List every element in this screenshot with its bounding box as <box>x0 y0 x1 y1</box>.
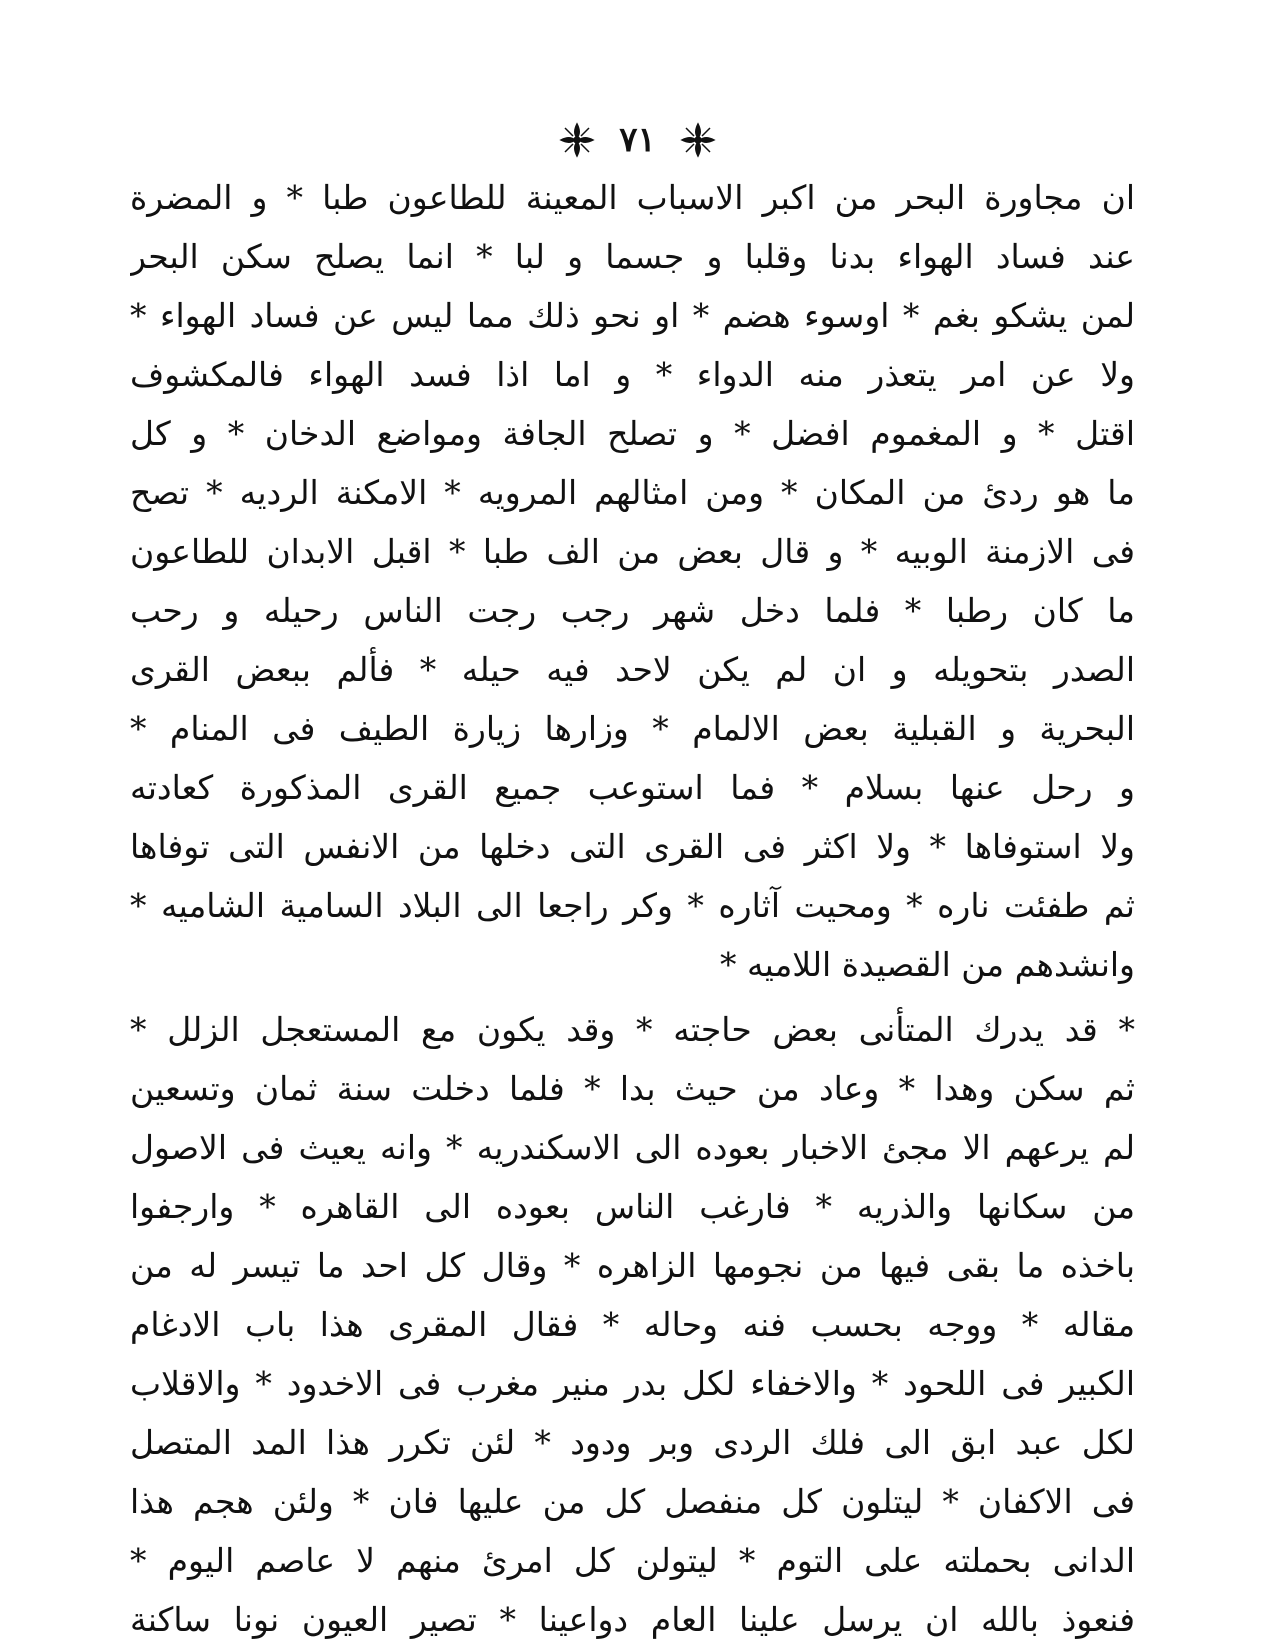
text-line: لم يرعهم الا مجئ الاخبار بعوده الى الاسكندريه * وانه يعيث فى الاصول <box>130 1128 1135 1167</box>
floral-ornament-icon <box>557 120 597 160</box>
text-line: و رحل عنها بسلام * فما استوعب جميع القرى المذكورة كعادته <box>130 768 1135 807</box>
text-line: لكل عبد ابق الى فلك الردى وبر ودود * لئن تكرر هذا المد المتصل <box>130 1423 1135 1462</box>
text-line: من سكانها والذريه * فارغب الناس بعوده الى القاهره * وارجفوا <box>130 1187 1135 1226</box>
text-line: عند فساد الهواء بدنا وقلبا و جسما و لبا * انما يصلح سكن البحر <box>130 237 1135 276</box>
text-line: ثم طفئت ناره * ومحيت آثاره * وكر راجعا الى البلاد السامية الشاميه * <box>130 886 1135 925</box>
text-line: وانشدهم من القصيدة اللاميه * <box>719 945 1135 984</box>
text-line: ما كان رطبا * فلما دخل شهر رجب رجت الناس رحيله و رحب <box>130 591 1135 630</box>
text-line: مقاله * ووجه بحسب فنه وحاله * فقال المقرى هذا باب الادغام <box>130 1305 1135 1344</box>
text-line: ما هو ردئ من المكان * ومن امثالهم المرويه * الامكنة الرديه * تصح <box>130 473 1135 512</box>
text-line: ان مجاورة البحر من اكبر الاسباب المعينة للطاعون طبا * و المضرة <box>130 178 1135 217</box>
text-line: فنعوذ بالله ان يرسل علينا العام دواعينا * تصير العيون نونا ساكنة <box>130 1600 1135 1639</box>
body-text <box>130 168 1135 1649</box>
text-line: لمن يشكو بغم * اوسوء هضم * او نحو ذلك مما ليس عن فساد الهواء * <box>130 296 1135 335</box>
text-line: الصدر بتحويله و ان لم يكن لاحد فيه حيله * فألم ببعض القرى <box>130 650 1135 689</box>
text-line: فى الاكفان * ليتلون كل منفصل كل من عليها فان * ولئن هجم هذا <box>130 1482 1135 1521</box>
page-number: ٧١ <box>619 120 656 160</box>
text-line: ولا استوفاها * ولا اكثر فى القرى التى دخلها من الانفس التى توفاها <box>130 827 1135 866</box>
text-line: ولا عن امر يتعذر منه الدواء * و اما اذا فسد الهواء فالمكشوف <box>130 355 1135 394</box>
text-line: باخذه ما بقى فيها من نجومها الزاهره * وقال كل احد ما تيسر له من <box>130 1246 1135 1285</box>
text-line: البحرية و القبلية بعض الالمام * وزارها زيارة الطيف فى المنام * <box>130 709 1135 748</box>
text-line: فى الازمنة الوبيه * و قال بعض من الف طبا * اقبل الابدان للطاعون <box>130 532 1135 571</box>
text-line: الدانى بحملته على التوم * ليتولن كل امرئ منهم لا عاصم اليوم * <box>130 1541 1135 1580</box>
page-header <box>0 112 1275 168</box>
floral-ornament-icon <box>678 120 718 160</box>
text-line: الكبير فى اللحود * والاخفاء لكل بدر منير مغرب فى الاخدود * والاقلاب <box>130 1364 1135 1403</box>
text-line: ثم سكن وهدا * وعاد من حيث بدا * فلما دخلت سنة ثمان وتسعين <box>130 1069 1135 1108</box>
verse-line: * قد يدرك المتأنى بعض حاجته * وقد يكون مع المستعجل الزلل * <box>130 1010 1135 1049</box>
text-line: اقتل * و المغموم افضل * و تصلح الجافة ومواضع الدخان * و كل <box>130 414 1135 453</box>
